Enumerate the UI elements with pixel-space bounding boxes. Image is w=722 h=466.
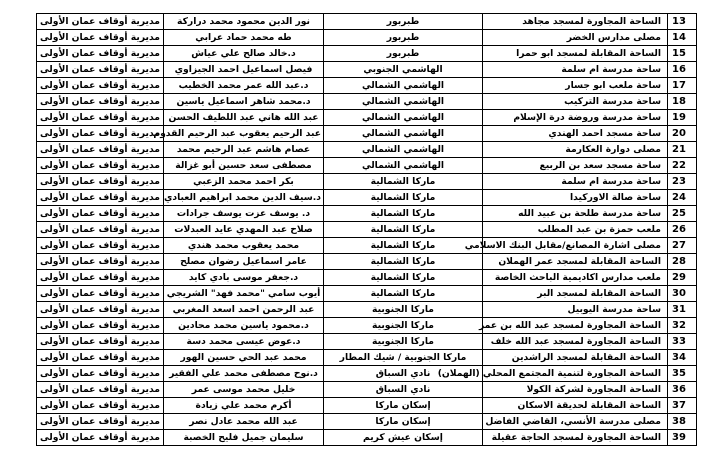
responsible-name-cell: فيصل اسماعيل احمد الجيزاوي (164, 62, 324, 78)
area-cell: ماركا الجنوبية (324, 318, 483, 334)
row-number-cell: 30 (668, 286, 697, 302)
responsible-name-cell: مصطفى سعد حسين أبو غزالة (164, 158, 324, 174)
responsible-name-cell: عبد الله هاني عبد اللطيف الحسن (164, 110, 324, 126)
directorate-cell: مديرية أوقاف عمان الأولى (37, 398, 164, 414)
prayer-site-cell: مصلى دوارة العكارمة (483, 142, 668, 158)
table-row (37, 14, 697, 30)
table-row (37, 270, 697, 286)
prayer-site-cell: مصلى اشارة المصانع/مقابل البنك الاسلامي (483, 238, 668, 254)
responsible-name-cell: طه محمد حماد عرابي (164, 30, 324, 46)
responsible-name-cell: د.نوح مصطفى محمد علي الفقير (164, 366, 324, 382)
area-cell: الهاشمي الجنوبي (324, 62, 483, 78)
responsible-name-cell: عبد الرحيم يعقوب عبد الرحيم القدوم (164, 126, 324, 142)
table-row (37, 78, 697, 94)
area-cell: ماركا الجنوبية (324, 334, 483, 350)
directorate-cell: مديرية أوقاف عمان الأولى (37, 110, 164, 126)
area-cell: الهاشمي الشمالي (324, 110, 483, 126)
prayer-site-cell: الساحة المقابلة لحديقة الاسكان (483, 398, 668, 414)
table-row (37, 126, 697, 142)
prayer-site-cell: الساحة المجاورة لشركة الكولا (483, 382, 668, 398)
prayer-site-cell: ملعب مدارس اكاديمية الباحث الخاصة (483, 270, 668, 286)
directorate-cell: مديرية أوقاف عمان الأولى (37, 174, 164, 190)
area-cell: ماركا الشمالية (324, 174, 483, 190)
row-number-cell: 22 (668, 158, 697, 174)
table-row (37, 158, 697, 174)
table-row (37, 62, 697, 78)
row-number-cell: 20 (668, 126, 697, 142)
responsible-name-cell: عصام هاشم عبد الرحيم محمد (164, 142, 324, 158)
table-row (37, 206, 697, 222)
row-number-cell: 38 (668, 414, 697, 430)
prayer-site-cell: ساحة مدرسة التركيب (483, 94, 668, 110)
area-cell: نادي السباق (324, 382, 483, 398)
table-row (37, 190, 697, 206)
row-number-cell: 14 (668, 30, 697, 46)
row-number-cell: 34 (668, 350, 697, 366)
row-number-cell: 32 (668, 318, 697, 334)
responsible-name-cell: سليمان جميل فليح الخصبة (164, 430, 324, 446)
directorate-cell: مديرية أوقاف عمان الأولى (37, 286, 164, 302)
directorate-cell: مديرية أوقاف عمان الأولى (37, 222, 164, 238)
directorate-cell: مديرية أوقاف عمان الأولى (37, 46, 164, 62)
area-cell: الهاشمي الشمالي (324, 158, 483, 174)
row-number-cell: 23 (668, 174, 697, 190)
row-number-cell: 33 (668, 334, 697, 350)
prayer-site-cell: الساحة المجاورة لمسجد عبد الله خلف (483, 334, 668, 350)
area-cell: ماركا الشمالية (324, 238, 483, 254)
table-row (37, 382, 697, 398)
table-body (37, 14, 697, 446)
document-sheet (36, 13, 687, 446)
directorate-cell: مديرية أوقاف عمان الأولى (37, 30, 164, 46)
responsible-name-cell: صلاح عبد المهدي عايد العبدلات (164, 222, 324, 238)
directorate-cell: مديرية أوقاف عمان الأولى (37, 142, 164, 158)
prayer-site-cell: ساحة مدرسة ام سلمة (483, 174, 668, 190)
prayer-site-cell: ساحة مسجد سعد بن الربيع (483, 158, 668, 174)
table-row (37, 46, 697, 62)
row-number-cell: 35 (668, 366, 697, 382)
directorate-cell: مديرية أوقاف عمان الأولى (37, 414, 164, 430)
table-row (37, 430, 697, 446)
row-number-cell: 21 (668, 142, 697, 158)
directorate-cell: مديرية أوقاف عمان الأولى (37, 334, 164, 350)
row-number-cell: 26 (668, 222, 697, 238)
area-cell: طبربور (324, 14, 483, 30)
area-cell: ماركا الشمالية (324, 286, 483, 302)
table-row (37, 414, 697, 430)
table-row (37, 142, 697, 158)
directorate-cell: مديرية أوقاف عمان الأولى (37, 254, 164, 270)
responsible-name-cell: عبد الله محمد عادل نصر (164, 414, 324, 430)
prayer-site-cell: الساحة المقابلة لمسجد الراشدين (483, 350, 668, 366)
row-number-cell: 19 (668, 110, 697, 126)
row-number-cell: 25 (668, 206, 697, 222)
responsible-name-cell: محمد عبد الحي حسين الهور (164, 350, 324, 366)
directorate-cell: مديرية أوقاف عمان الأولى (37, 238, 164, 254)
directorate-cell: مديرية أوقاف عمان الأولى (37, 206, 164, 222)
prayer-site-cell: ساحة مدرسة ام سلمة (483, 62, 668, 78)
area-cell: الهاشمي الشمالي (324, 78, 483, 94)
table-row (37, 398, 697, 414)
area-cell: طبربور (324, 46, 483, 62)
row-number-cell: 16 (668, 62, 697, 78)
area-cell: طبربور (324, 30, 483, 46)
prayer-site-cell: مصلى مدرسة الأنسي، القاضي الفاضل (483, 414, 668, 430)
table-row (37, 254, 697, 270)
table-row (37, 334, 697, 350)
directorate-cell: مديرية أوقاف عمان الأولى (37, 302, 164, 318)
row-number-cell: 37 (668, 398, 697, 414)
responsible-name-cell: د.محمود ياسين محمد محادين (164, 318, 324, 334)
area-cell: إسكان ماركا (324, 398, 483, 414)
directorate-cell: مديرية أوقاف عمان الأولى (37, 318, 164, 334)
responsible-name-cell: نور الدين محمود محمد دراركة (164, 14, 324, 30)
row-number-cell: 15 (668, 46, 697, 62)
table-row (37, 110, 697, 126)
table-row (37, 238, 697, 254)
directorate-cell: مديرية أوقاف عمان الأولى (37, 190, 164, 206)
responsible-name-cell: بكر احمد محمد الزعبي (164, 174, 324, 190)
row-number-cell: 17 (668, 78, 697, 94)
directorate-cell: مديرية أوقاف عمان الأولى (37, 126, 164, 142)
directorate-cell: مديرية أوقاف عمان الأولى (37, 62, 164, 78)
row-number-cell: 31 (668, 302, 697, 318)
row-number-cell: 36 (668, 382, 697, 398)
area-cell: ماركا الجنوبية (324, 302, 483, 318)
row-number-cell: 27 (668, 238, 697, 254)
area-cell: إسكان عيش كريم (324, 430, 483, 446)
prayer-site-cell: ساحة مسجد احمد الهندي (483, 126, 668, 142)
table-row (37, 302, 697, 318)
directorate-cell: مديرية أوقاف عمان الأولى (37, 350, 164, 366)
prayer-site-cell: ساحة صالة الاوركيدا (483, 190, 668, 206)
table-row (37, 222, 697, 238)
responsible-name-cell: خليل محمد موسى عمر (164, 382, 324, 398)
responsible-name-cell: د.جعفر موسى بادي كايد (164, 270, 324, 286)
table-row (37, 286, 697, 302)
responsible-name-cell: أيوب سامي "محمد فهد" الشريجي (164, 286, 324, 302)
prayer-site-cell: الساحة المجاورة لتنمية المجتمع المحلي (الهملان) (483, 366, 668, 382)
table-row (37, 318, 697, 334)
prayer-site-cell: ساحة ملعب ابو جسار (483, 78, 668, 94)
responsible-name-cell: محمد يعقوب محمد هندي (164, 238, 324, 254)
responsible-name-cell: د.خالد صالح علي عياش (164, 46, 324, 62)
directorate-cell: مديرية أوقاف عمان الأولى (37, 382, 164, 398)
responsible-name-cell: د.عوض عيسى محمد دسة (164, 334, 324, 350)
assignments-table (36, 13, 697, 446)
row-number-cell: 24 (668, 190, 697, 206)
area-cell: ماركا الشمالية (324, 206, 483, 222)
prayer-site-cell: الساحة المقابلة لمسجد ابو حمرا (483, 46, 668, 62)
directorate-cell: مديرية أوقاف عمان الأولى (37, 94, 164, 110)
prayer-site-cell: الساحة المجاورة لمسجد مجاهد (483, 14, 668, 30)
area-cell: نادي السباق (324, 366, 483, 382)
responsible-name-cell: عبد الرحمن احمد اسعد المغربي (164, 302, 324, 318)
row-number-cell: 29 (668, 270, 697, 286)
directorate-cell: مديرية أوقاف عمان الأولى (37, 270, 164, 286)
row-number-cell: 13 (668, 14, 697, 30)
area-cell: ماركا الجنوبية / شيك المطار (324, 350, 483, 366)
responsible-name-cell: د. يوسف عزت يوسف جرادات (164, 206, 324, 222)
responsible-name-cell: أكرم محمد علي زيادة (164, 398, 324, 414)
area-cell: الهاشمي الشمالي (324, 142, 483, 158)
responsible-name-cell: د.محمد شاهر اسماعيل ياسين (164, 94, 324, 110)
prayer-site-cell: ساحة مدرسة طلحة بن عبيد الله (483, 206, 668, 222)
directorate-cell: مديرية أوقاف عمان الأولى (37, 14, 164, 30)
directorate-cell: مديرية أوقاف عمان الأولى (37, 430, 164, 446)
area-cell: ماركا الشمالية (324, 254, 483, 270)
table-row (37, 94, 697, 110)
directorate-cell: مديرية أوقاف عمان الأولى (37, 158, 164, 174)
area-cell: ماركا الشمالية (324, 270, 483, 286)
table-row (37, 174, 697, 190)
row-number-cell: 18 (668, 94, 697, 110)
responsible-name-cell: عامر اسماعيل رضوان مصلح (164, 254, 324, 270)
directorate-cell: مديرية أوقاف عمان الأولى (37, 78, 164, 94)
prayer-site-cell: ملعب حمزة بن عبد المطلب (483, 222, 668, 238)
table-row (37, 366, 697, 382)
area-cell: ماركا الشمالية (324, 222, 483, 238)
area-cell: إسكان ماركا (324, 414, 483, 430)
responsible-name-cell: د.عبد الله عمر محمد الخطيب (164, 78, 324, 94)
prayer-site-cell: ساحة مدرسة اليوبيل (483, 302, 668, 318)
table-row (37, 350, 697, 366)
area-cell: الهاشمي الشمالي (324, 126, 483, 142)
prayer-site-cell: الساحة المجاورة لمسجد الحاجة عقيلة (483, 430, 668, 446)
prayer-site-cell: مصلى مدارس الخضر (483, 30, 668, 46)
prayer-site-cell: ساحة مدرسة وروضة درة الإسلام (483, 110, 668, 126)
row-number-cell: 39 (668, 430, 697, 446)
prayer-site-cell: الساحة المقابلة لمسجد البر (483, 286, 668, 302)
row-number-cell: 28 (668, 254, 697, 270)
area-cell: ماركا الشمالية (324, 190, 483, 206)
table-row (37, 30, 697, 46)
responsible-name-cell: د.سيف الدين محمد ابراهيم العبادي (164, 190, 324, 206)
prayer-site-cell: الساحة المجاورة لمسجد عبد الله بن عمر (483, 318, 668, 334)
directorate-cell: مديرية أوقاف عمان الأولى (37, 366, 164, 382)
prayer-site-cell: الساحة المقابلة لمسجد عمر الهملان (483, 254, 668, 270)
area-cell: الهاشمي الشمالي (324, 94, 483, 110)
